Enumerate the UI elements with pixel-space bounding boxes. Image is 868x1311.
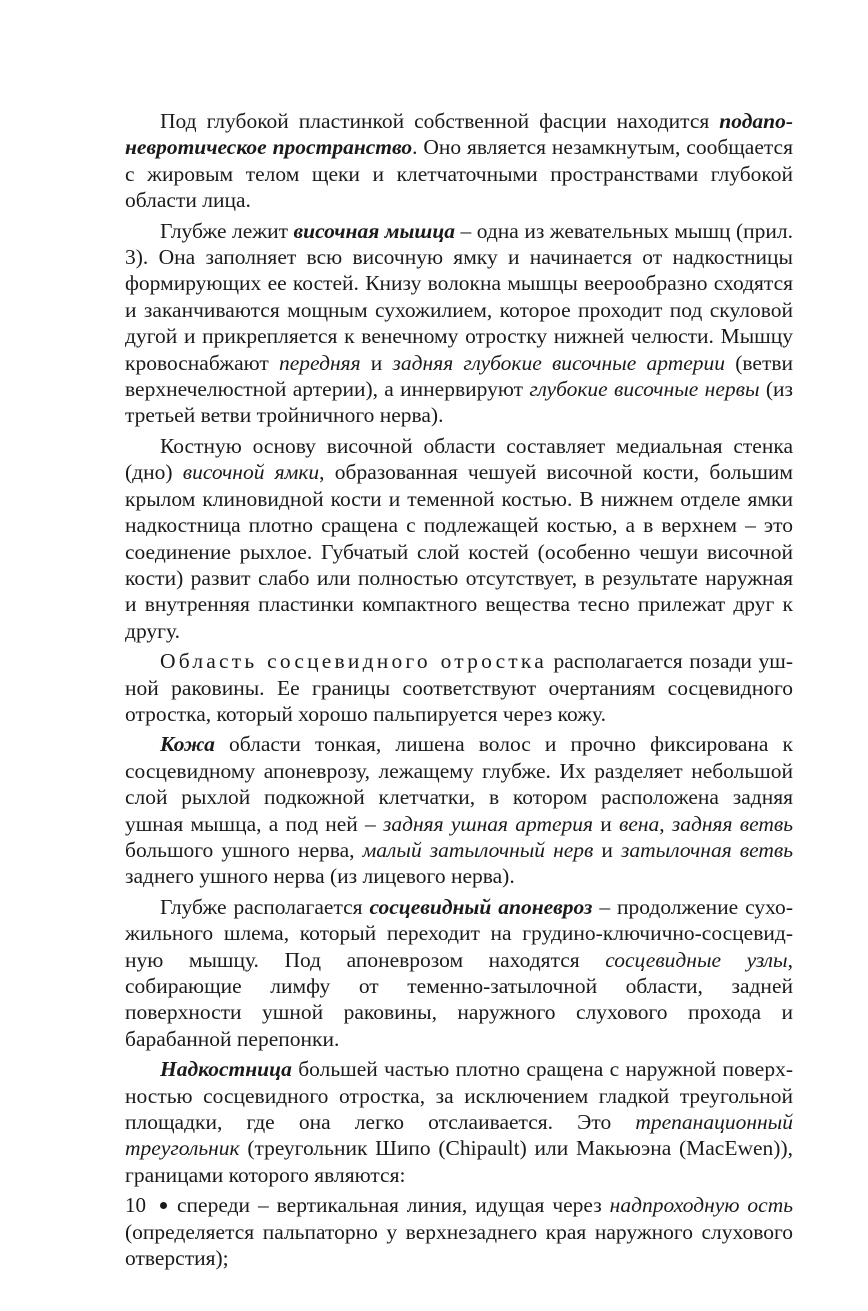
- section-heading-spaced: Область сосцевидного отростка: [160, 649, 547, 674]
- term-italic: задняя глубокие височные артерии: [392, 350, 726, 375]
- term-italic: вена: [618, 811, 660, 836]
- text-run: и: [360, 350, 393, 375]
- bullet-dot-icon: [160, 1202, 167, 1209]
- term-italic: задняя ветвь: [671, 811, 793, 836]
- text-run: ,: [659, 811, 672, 836]
- text-run: спереди – вертикальная линия, идущая через: [177, 1193, 610, 1218]
- term-bold-italic: подапоневротическое пространство: [125, 109, 793, 160]
- paragraph: [125, 648, 793, 727]
- bullet-item: [125, 1192, 793, 1271]
- paragraph: [125, 1056, 793, 1188]
- text-run: Под глубокой пластинкой собственной фасции находится: [160, 109, 720, 133]
- text-run: , образованная чешуей височной кости, большим крылом клиновидной кости и теменной костью. В нижнем отделе ямки надкостница плотно сращена с подлежащей костью, а в верхнем – это соединение рыхлое. Губчатый слой костей (особенно чешуи височной кости) развит слабо или полностью отсутствует, в результате наружная и внутренняя пластинки компактного вещества тесно прилежат друг к другу.: [125, 460, 793, 643]
- paragraph: [125, 894, 793, 1052]
- paragraph-list: [125, 108, 793, 1188]
- term-italic: трепанационный треугольник: [125, 1110, 793, 1161]
- text-run: . Оно является незамкнутым, сообщается с жировым телом щеки и клетчаточными пространствами глубокой области лица.: [125, 135, 793, 213]
- text-run: Костную основу височной области составляет медиальная стенка (дно): [125, 433, 793, 485]
- term-bold-italic: сосцевидный апоневроз: [369, 894, 593, 919]
- text-run: (треугольник Шипо (Chipault) или Макьюэна (MacEwen)), границами которого являются:: [125, 1136, 793, 1187]
- paragraph: [125, 108, 793, 214]
- text-run: и: [593, 837, 621, 862]
- text-run: Глубже лежит: [160, 218, 294, 243]
- text-run: и: [593, 811, 619, 836]
- term-italic: передняя: [279, 350, 361, 375]
- term-italic: височной ямки: [182, 460, 320, 485]
- text-run: – продолжение сухожильного шлема, который переходит на грудино-ключично-сосцевидную мышцу. Под апоневрозом находятся: [125, 894, 793, 972]
- text-run: (определяется пальпаторно у верхнезаднего края наружного слухового отверстия);: [125, 1219, 793, 1271]
- text-run: (из третьей ветви тройничного нерва).: [125, 377, 793, 428]
- text-run: большей частью плотно сращена с наружной поверхностью сосцевидного отростка, за исключением гладкой треугольной площадки, где она легко отслаивается. Это: [125, 1057, 793, 1135]
- text-run: области тонкая, лишена волос и прочно фиксирована к сосцевидному апоневрозу, лежащему глубже. Их разделяет небольшой слой рыхлой подкожной клетчатки, в котором расположена задняя ушная мышца, а под ней –: [125, 732, 793, 836]
- page-number: 10: [125, 1193, 146, 1217]
- term-italic: глубокие височные нервы: [529, 377, 760, 402]
- text-run: , собирающие лимфу от теменно-затылочной области, задней поверхности ушной раковины, наружного слухового прохода и барабанной перепонки.: [125, 947, 793, 1051]
- text-run: Глубже располагается: [160, 894, 370, 919]
- text-run: (ветви верхнечелюстной артерии), а иннервируют: [125, 350, 794, 402]
- text-run: большого ушного нерва,: [125, 837, 363, 862]
- term-bold-italic: Надкостница: [160, 1057, 292, 1082]
- page-body: [125, 108, 793, 1275]
- term-italic: затылочная ветвь: [620, 837, 793, 862]
- term-italic: малый затылочный нерв: [362, 837, 594, 862]
- text-run: заднего ушного нерва (из лицевого нерва).: [125, 864, 515, 889]
- term-italic: задняя ушная артерия: [382, 811, 594, 836]
- paragraph: [125, 731, 793, 889]
- term-bold-italic: Кожа: [160, 732, 215, 757]
- paragraph: [125, 433, 793, 644]
- term-italic: сосцевидные узлы: [605, 947, 788, 972]
- paragraph: [125, 218, 793, 429]
- bullet-list: [125, 1192, 793, 1271]
- term-bold-italic: височная мышца: [293, 218, 456, 243]
- text-run: располагается позади ушной раковины. Ее границы соответствуют очертаниям сосцевидного отростка, который хорошо пальпируется через кожу.: [125, 649, 793, 726]
- text-run: – одна из жевательных мышц (прил. 3). Она заполняет всю височную ямку и начинается от надкостницы формирующих ее костей. Книзу волокна мышцы веерообразно сходятся и заканчиваются мощным сухожилием, которое проходит под скуловой дугой и прикрепляется к венечному отростку нижней челюсти. Мышцу кровоснабжают: [125, 218, 793, 375]
- term-italic: надпроходную ость: [609, 1193, 794, 1218]
